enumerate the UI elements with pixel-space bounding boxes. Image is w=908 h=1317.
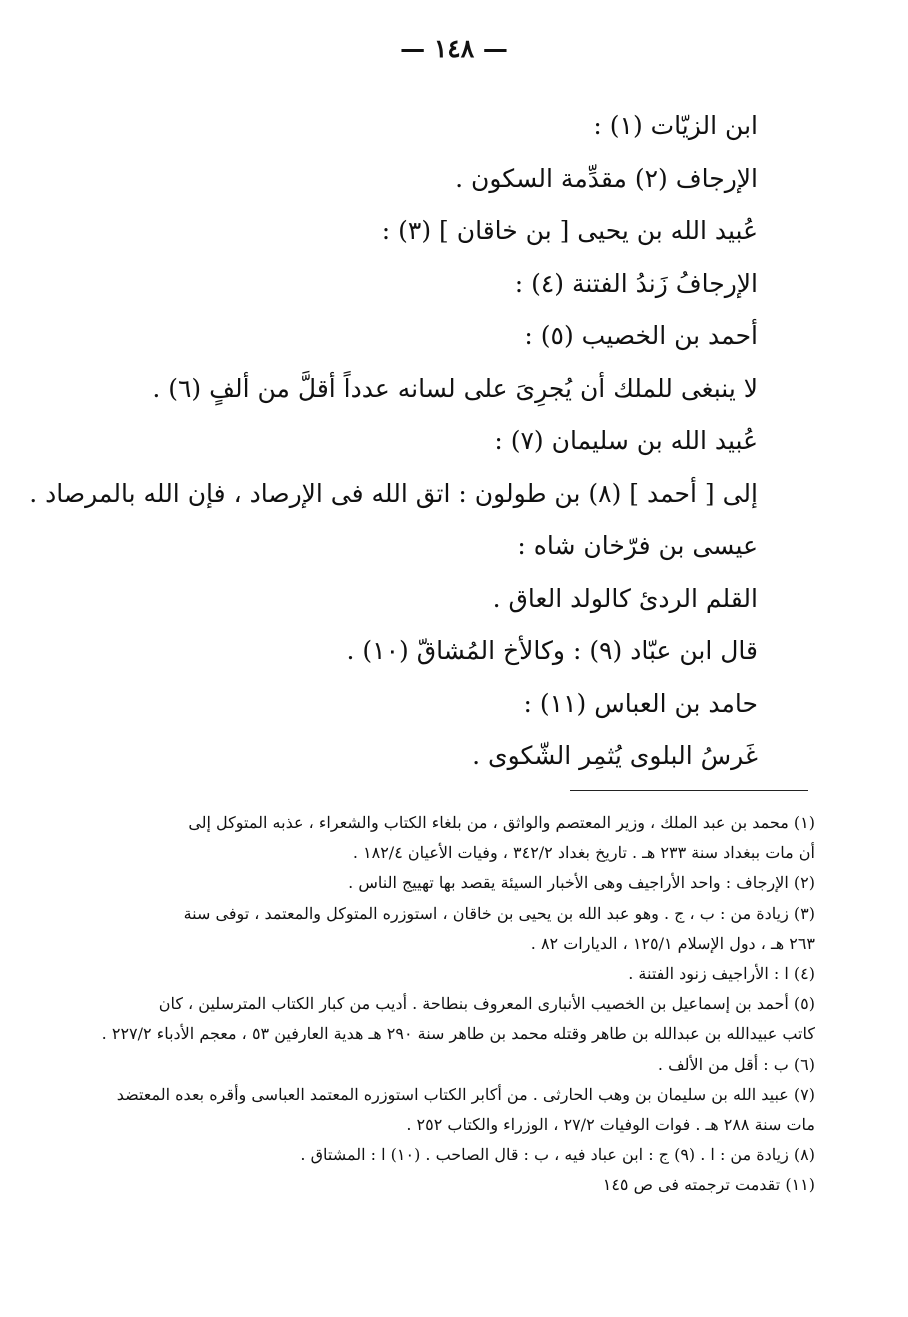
main-line: الإرجاف (٢) مقدِّمة السكون . — [455, 163, 758, 193]
main-text — [29, 100, 758, 783]
main-line: لا ينبغى للملك أن يُجرِىَ على لسانه عدداً أقلَّ من ألفٍ (٦) . — [152, 373, 758, 403]
main-line: الإرجافُ زَندُ الفتنة (٤) : — [514, 268, 758, 298]
main-line: إلى [ أحمد ] (٨) بن طولون : اتق الله فى الإرصاد ، فإن الله بالمرصاد . — [29, 478, 758, 508]
footnote-line: مات سنة ٢٨٨ هـ . فوات الوفيات ٢٧/٢ ، الوزراء والكتاب ٢٥٢ . — [406, 1114, 815, 1134]
main-line: عُبيد الله بن سليمان (٧) : — [494, 426, 758, 455]
footnote-line: (٢) الإرجاف : واحد الأراجيف وهى الأخبار السيئة يقصد بها تهييج الناس . — [348, 873, 815, 893]
footnote-line: كاتب عبيدالله بن عبدالله بن طاهر وقتله محمد بن طاهر سنة ٢٩٠ هـ هدية العارفين ٥٣ ، معجم الأدباء ٢٢٧/٢ . — [101, 1024, 815, 1044]
footnote-line: (١١) تقدمت ترجمته فى ص ١٤٥ — [602, 1175, 815, 1195]
footnote-line: (١) محمد بن عبد الملك ، وزير المعتصم والواثق ، من بلغاء الكتاب والشعراء ، عذبه المتوكل إلى — [188, 813, 815, 832]
page-number: — ١٤٨ — — [400, 34, 508, 63]
footnote-line: ٢٦٣ هـ ، دول الإسلام ١٢٥/١ ، الديارات ٨٢ . — [530, 933, 815, 953]
footnotes — [85, 808, 815, 1200]
main-line: عُبيد الله بن يحيى [ بن خاقان ] (٣) : — [381, 216, 758, 245]
footnote-line: (٣) زيادة من : ب ، ج . وهو عبد الله بن يحيى بن خاقان ، استوزره المتوكل والمعتمد ، توفى سنة — [183, 903, 815, 923]
footnote-line: (٨) زيادة من : ا . (٩) ج : ابن عباد فيه ، ب : قال الصاحب . (١٠) ا : المشتاق . — [300, 1145, 815, 1165]
main-line: غَرسُ البلوى يُثمِر الشّكوى . — [472, 741, 758, 770]
main-line: عيسى بن فرّخان شاه : — [517, 531, 758, 560]
footnote-line: (٥) أحمد بن إسماعيل بن الخصيب الأنبارى المعروف بنطاحة . أديب من كبار الكتاب المترسلين ، كان — [158, 994, 815, 1014]
footnote-divider — [570, 790, 808, 791]
footnote-line: أن مات ببغداد سنة ٢٣٣ هـ . تاريخ بغداد ٣٤٢/٢ ، وفيات الأعيان ١٨٢/٤ . — [352, 843, 815, 863]
main-line: حامد بن العباس (١١) : — [523, 688, 758, 718]
main-line: القلم الردئ كالولد العاق . — [492, 583, 758, 613]
footnote-line: (٧) عبيد الله بن سليمان بن وهب الحارثى . من أكابر الكتاب استوزره المعتمد العباسى وأقره بعده المعتضد — [116, 1084, 815, 1104]
footnote-line: (٤) ا : الأراجيف زنود الفتنة . — [628, 963, 815, 983]
main-line: أحمد بن الخصيب (٥) : — [524, 321, 758, 350]
footnote-line: (٦) ب : أقل من الألف . — [657, 1054, 815, 1074]
main-line: ابن الزيّات (١) : — [593, 111, 758, 140]
main-line: قال ابن عبّاد (٩) : وكالأخ المُشاقّ (١٠) . — [346, 636, 758, 665]
